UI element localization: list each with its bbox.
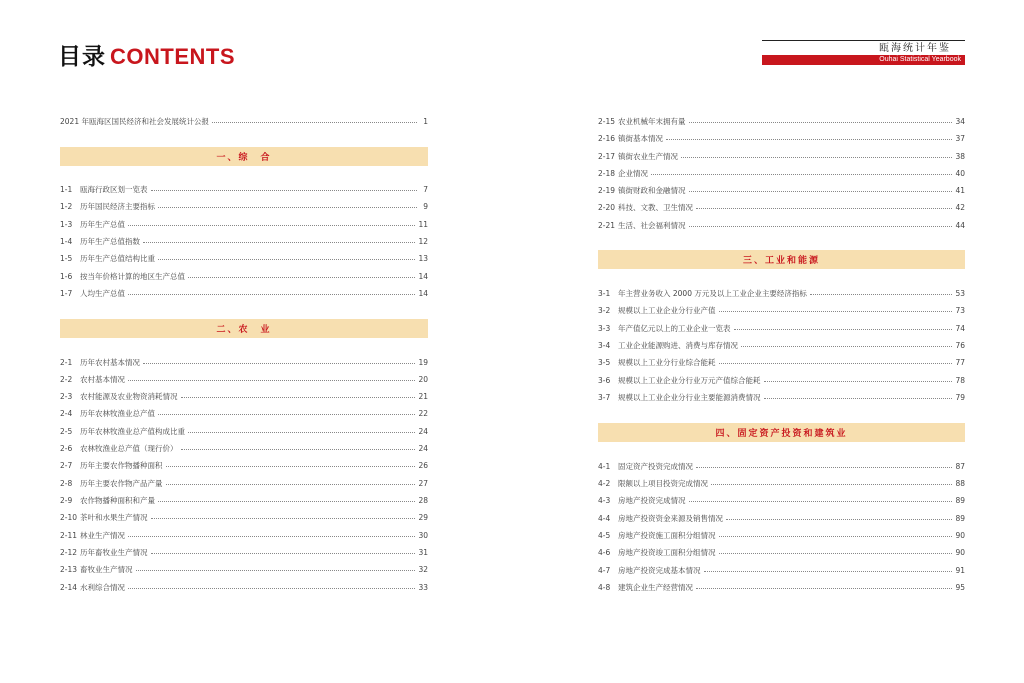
toc-entry-page: 9 <box>423 201 428 211</box>
toc-entry-page: 74 <box>955 323 965 333</box>
toc-entry[interactable] <box>598 166 965 180</box>
leader-dots <box>143 363 415 364</box>
leader-dots <box>741 346 952 347</box>
leader-dots <box>704 571 953 572</box>
toc-entry-page: 89 <box>955 495 965 505</box>
toc-entry-title: 镇街农业生产情况 <box>618 151 678 161</box>
toc-entry[interactable] <box>60 458 428 472</box>
toc-entry[interactable] <box>60 406 428 420</box>
leader-dots <box>681 157 952 158</box>
toc-entry-title: 固定资产投资完成情况 <box>618 461 693 471</box>
toc-entry-number: 3-3 <box>598 323 611 333</box>
toc-entry-page: 24 <box>418 443 428 453</box>
toc-entry-number: 2-21 <box>598 220 616 230</box>
toc-entry-title: 人均生产总值 <box>80 288 125 298</box>
toc-entry-title: 科技、文教、卫生情况 <box>618 202 693 212</box>
toc-entry[interactable] <box>60 562 428 576</box>
toc-entry[interactable] <box>598 373 965 387</box>
toc-entry-page: 38 <box>955 151 965 161</box>
leader-dots <box>158 207 417 208</box>
leader-dots <box>158 501 415 502</box>
toc-entry[interactable] <box>60 182 428 196</box>
leader-dots <box>128 588 415 589</box>
leader-dots <box>689 226 953 227</box>
toc-entry-number: 2-3 <box>60 391 73 401</box>
toc-entry[interactable] <box>598 459 965 473</box>
toc-entry-number: 1-3 <box>60 219 73 229</box>
leader-dots <box>181 397 416 398</box>
toc-entry-title: 历年畜牧业生产情况 <box>80 547 148 557</box>
toc-entry-page: 27 <box>418 478 428 488</box>
toc-entry-number: 2-5 <box>60 426 73 436</box>
toc-entry-title: 历年农林牧渔业总产值 <box>80 408 155 418</box>
leader-dots <box>719 553 953 554</box>
toc-entry-number: 4-5 <box>598 530 611 540</box>
leader-dots <box>128 380 415 381</box>
toc-entry[interactable] <box>598 390 965 404</box>
toc-entry-title: 农林牧渔业总产值（现行价） <box>80 443 178 453</box>
toc-entry[interactable] <box>60 114 428 128</box>
toc-entry[interactable] <box>598 286 965 300</box>
toc-entry-page: 73 <box>955 305 965 315</box>
toc-entry-page: 12 <box>418 236 428 246</box>
toc-entry-number: 2-10 <box>60 512 78 522</box>
toc-entry-number: 2-7 <box>60 460 73 470</box>
toc-entry-page: 78 <box>955 375 965 385</box>
toc-entry-number: 2-19 <box>598 185 616 195</box>
leader-dots <box>188 277 415 278</box>
toc-entry-title: 镇街财政和金融情况 <box>618 185 686 195</box>
toc-entry[interactable] <box>60 234 428 248</box>
toc-entry[interactable] <box>60 372 428 386</box>
toc-entry[interactable] <box>60 493 428 507</box>
toc-entry-number: 3-1 <box>598 288 611 298</box>
toc-entry-title: 农村基本情况 <box>80 374 125 384</box>
toc-entry-number: 2-14 <box>60 582 78 592</box>
toc-entry-page: 89 <box>955 513 965 523</box>
leader-dots <box>734 329 953 330</box>
toc-entry-title: 农业机械年末拥有量 <box>618 116 686 126</box>
toc-entry-page: 87 <box>955 461 965 471</box>
toc-entry-number: 3-4 <box>598 340 611 350</box>
toc-entry-number: 2-9 <box>60 495 73 505</box>
toc-entry-number: 3-7 <box>598 392 611 402</box>
toc-entry-number: 4-6 <box>598 547 611 557</box>
toc-entry[interactable] <box>598 183 965 197</box>
toc-entry-title: 房地产投资资金来源及销售情况 <box>618 513 723 523</box>
toc-entry-title: 年主营业务收入 2000 万元及以上工业企业主要经济指标 <box>618 288 807 298</box>
leader-dots <box>128 536 415 537</box>
toc-entry[interactable] <box>60 580 428 594</box>
toc-entry-page: 30 <box>418 530 428 540</box>
toc-entry-page: 34 <box>955 116 965 126</box>
toc-entry-page: 7 <box>423 184 428 194</box>
toc-entry-number: 1-2 <box>60 201 73 211</box>
toc-entry[interactable] <box>60 424 428 438</box>
leader-dots <box>166 466 416 467</box>
toc-entry[interactable] <box>60 476 428 490</box>
toc-entry-number: 2-20 <box>598 202 616 212</box>
leader-dots <box>696 588 952 589</box>
toc-entry[interactable] <box>598 563 965 577</box>
toc-entry-title: 规模以上工业企业分行业主要能源消费情况 <box>618 392 761 402</box>
toc-entry[interactable] <box>598 321 965 335</box>
toc-entry-title: 建筑企业生产经营情况 <box>618 582 693 592</box>
toc-entry-page: 44 <box>955 220 965 230</box>
toc-entry-page: 37 <box>955 133 965 143</box>
toc-entry-page: 11 <box>418 219 428 229</box>
toc-entry[interactable] <box>598 476 965 490</box>
toc-entry[interactable] <box>598 218 965 232</box>
page-header <box>58 38 235 71</box>
toc-entry-number: 1-1 <box>60 184 73 194</box>
toc-entry-title: 畜牧业生产情况 <box>80 564 133 574</box>
section-header: 四、固定资产投资和建筑业 <box>598 423 965 442</box>
toc-entry-title: 历年生产总值指数 <box>80 236 140 246</box>
toc-entry-title: 房地产投资竣工面积分组情况 <box>618 547 716 557</box>
toc-entry-page: 31 <box>418 547 428 557</box>
toc-entry-number: 4-3 <box>598 495 611 505</box>
leader-dots <box>711 484 952 485</box>
toc-entry-title: 历年生产总值结构比重 <box>80 253 155 263</box>
leader-dots <box>689 191 953 192</box>
section-header: 一、综 合 <box>60 147 428 166</box>
toc-entry-number: 2-18 <box>598 168 616 178</box>
leader-dots <box>128 294 415 295</box>
toc-entry[interactable] <box>60 217 428 231</box>
toc-entry-title: 2021 年瓯海区国民经济和社会发展统计公报 <box>60 116 209 126</box>
toc-entry-page: 79 <box>955 392 965 402</box>
toc-entry[interactable] <box>60 441 428 455</box>
leader-dots <box>719 536 953 537</box>
leader-dots <box>136 570 416 571</box>
toc-entry-number: 2-17 <box>598 151 616 161</box>
toc-entry-page: 33 <box>418 582 428 592</box>
leader-dots <box>151 518 416 519</box>
toc-entry[interactable] <box>60 510 428 524</box>
toc-entry-title: 镇街基本情况 <box>618 133 663 143</box>
toc-entry-title: 历年农林牧渔业总产值构成比重 <box>80 426 185 436</box>
toc-entry-page: 40 <box>955 168 965 178</box>
toc-entry-title: 年产值亿元以上的工业企业一览表 <box>618 323 731 333</box>
brand-title: 瓯海统计年鉴 <box>879 43 951 54</box>
toc-entry-page: 1 <box>423 116 428 126</box>
toc-entry-page: 22 <box>418 408 428 418</box>
toc-entry-title: 房地产投资完成基本情况 <box>618 565 701 575</box>
toc-entry-number: 2-12 <box>60 547 78 557</box>
toc-entry[interactable] <box>60 389 428 403</box>
leader-dots <box>166 484 416 485</box>
toc-entry-title: 规模以上工业企业分行业产值 <box>618 305 716 315</box>
toc-entry-title: 生活、社会福利情况 <box>618 220 686 230</box>
toc-entry-page: 41 <box>955 185 965 195</box>
page-title: 目录 <box>58 43 106 70</box>
toc-entry-number: 1-5 <box>60 253 73 263</box>
toc-entry-page: 76 <box>955 340 965 350</box>
toc-entry-title: 瓯海行政区划一览表 <box>80 184 148 194</box>
toc-entry-number: 3-6 <box>598 375 611 385</box>
toc-entry-number: 1-6 <box>60 271 73 281</box>
toc-entry-title: 历年主要农作物播种面积 <box>80 460 163 470</box>
toc-entry[interactable] <box>598 114 965 128</box>
toc-entry-number: 2-1 <box>60 357 73 367</box>
toc-entry[interactable] <box>60 545 428 559</box>
toc-entry-title: 农作物播种面积和产量 <box>80 495 155 505</box>
toc-entry[interactable] <box>598 580 965 594</box>
leader-dots <box>181 449 416 450</box>
toc-entry-page: 32 <box>418 564 428 574</box>
toc-entry-number: 4-4 <box>598 513 611 523</box>
toc-entry-page: 24 <box>418 426 428 436</box>
toc-entry-number: 4-2 <box>598 478 611 488</box>
section-header: 二、农 业 <box>60 319 428 338</box>
leader-dots <box>666 139 952 140</box>
page-title-english: CONTENTS <box>110 44 235 69</box>
toc-entry-number: 4-1 <box>598 461 611 471</box>
leader-dots <box>151 190 418 191</box>
leader-dots <box>128 225 415 226</box>
leader-dots <box>212 122 417 123</box>
toc-entry-number: 2-15 <box>598 116 616 126</box>
toc-entry-number: 2-16 <box>598 133 616 143</box>
toc-entry-number: 2-13 <box>60 564 78 574</box>
brand-subtitle: Ouhai Statistical Yearbook <box>762 55 965 65</box>
leader-dots <box>696 208 952 209</box>
toc-entry-title: 房地产投资施工面积分组情况 <box>618 530 716 540</box>
toc-entry-page: 14 <box>418 288 428 298</box>
toc-entry-page: 90 <box>955 547 965 557</box>
toc-entry[interactable] <box>598 200 965 214</box>
toc-entry-page: 90 <box>955 530 965 540</box>
toc-entry-page: 14 <box>418 271 428 281</box>
toc-entry-title: 按当年价格计算的地区生产总值 <box>80 271 185 281</box>
toc-entry-page: 20 <box>418 374 428 384</box>
toc-entry-title: 历年主要农作物产品产量 <box>80 478 163 488</box>
leader-dots <box>151 553 416 554</box>
leader-dots <box>764 398 953 399</box>
leader-dots <box>158 414 415 415</box>
leader-dots <box>188 432 415 433</box>
toc-entry-number: 2-4 <box>60 408 73 418</box>
leader-dots <box>651 174 952 175</box>
toc-entry[interactable] <box>598 303 965 317</box>
toc-entry-number: 3-5 <box>598 357 611 367</box>
toc-entry[interactable] <box>598 149 965 163</box>
toc-entry-title: 限额以上项目投资完成情况 <box>618 478 708 488</box>
toc-entry-number: 1-4 <box>60 236 73 246</box>
toc-entry-title: 历年国民经济主要指标 <box>80 201 155 211</box>
leader-dots <box>764 381 953 382</box>
toc-entry-number: 1-7 <box>60 288 73 298</box>
leader-dots <box>719 363 953 364</box>
toc-entry[interactable] <box>598 493 965 507</box>
toc-entry-page: 13 <box>418 253 428 263</box>
toc-entry-page: 21 <box>418 391 428 401</box>
toc-entry-number: 2-6 <box>60 443 73 453</box>
toc-entry-title: 规模以上工业企业分行业万元产值综合能耗 <box>618 375 761 385</box>
leader-dots <box>689 122 953 123</box>
toc-entry-number: 4-8 <box>598 582 611 592</box>
toc-entry-page: 28 <box>418 495 428 505</box>
toc-entry-title: 历年农村基本情况 <box>80 357 140 367</box>
toc-entry[interactable] <box>598 545 965 559</box>
toc-entry-page: 26 <box>418 460 428 470</box>
toc-entry-page: 88 <box>955 478 965 488</box>
toc-entry[interactable] <box>598 131 965 145</box>
leader-dots <box>810 294 953 295</box>
toc-entry-title: 茶叶和水果生产情况 <box>80 512 148 522</box>
toc-entry-title: 企业情况 <box>618 168 648 178</box>
leader-dots <box>143 242 415 243</box>
toc-entry[interactable] <box>598 528 965 542</box>
toc-entry[interactable] <box>60 355 428 369</box>
leader-dots <box>726 519 952 520</box>
toc-entry-title: 水利综合情况 <box>80 582 125 592</box>
toc-entry[interactable] <box>60 251 428 265</box>
toc-entry-title: 工业企业能源购进、消费与库存情况 <box>618 340 738 350</box>
toc-entry-title: 林业生产情况 <box>80 530 125 540</box>
toc-entry-title: 房地产投资完成情况 <box>618 495 686 505</box>
toc-entry-number: 2-8 <box>60 478 73 488</box>
leader-dots <box>689 501 953 502</box>
toc-entry[interactable] <box>60 286 428 300</box>
toc-entry-page: 42 <box>955 202 965 212</box>
yearbook-brand <box>762 40 965 65</box>
toc-entry-page: 95 <box>955 582 965 592</box>
toc-entry-page: 29 <box>418 512 428 522</box>
toc-entry-page: 19 <box>418 357 428 367</box>
leader-dots <box>696 467 952 468</box>
toc-entry-page: 53 <box>955 288 965 298</box>
toc-entry-title: 历年生产总值 <box>80 219 125 229</box>
leader-dots <box>719 311 953 312</box>
toc-entry[interactable] <box>598 355 965 369</box>
toc-entry[interactable] <box>598 338 965 352</box>
toc-entry[interactable] <box>60 199 428 213</box>
leader-dots <box>158 259 415 260</box>
toc-entry-number: 4-7 <box>598 565 611 575</box>
toc-entry[interactable] <box>60 528 428 542</box>
toc-entry[interactable] <box>598 511 965 525</box>
toc-entry-title: 农村能源及农业物资消耗情况 <box>80 391 178 401</box>
toc-entry-number: 2-2 <box>60 374 73 384</box>
toc-entry-title: 规模以上工业分行业综合能耗 <box>618 357 716 367</box>
toc-entry-page: 77 <box>955 357 965 367</box>
section-header: 三、工业和能源 <box>598 250 965 269</box>
toc-entry-number: 2-11 <box>60 530 78 540</box>
toc-entry[interactable] <box>60 269 428 283</box>
toc-entry-page: 91 <box>955 565 965 575</box>
toc-entry-number: 3-2 <box>598 305 611 315</box>
